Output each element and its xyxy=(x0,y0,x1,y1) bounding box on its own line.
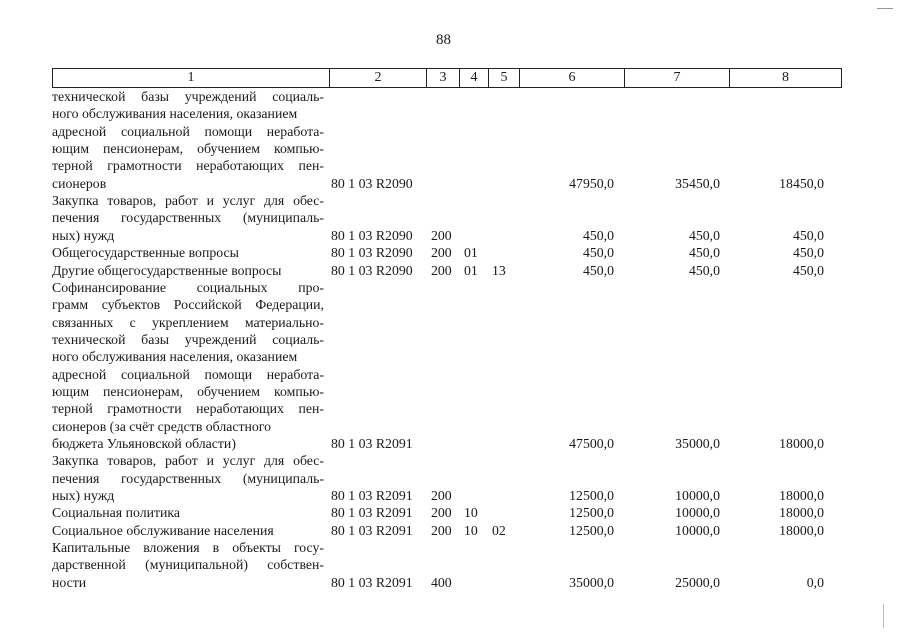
row-value-6: 12500,0 xyxy=(569,522,614,538)
row-kbk: 80 1 03 R2090 xyxy=(331,175,413,191)
row-value-6: 47500,0 xyxy=(569,436,614,451)
edge-mark xyxy=(883,604,884,628)
header-col-7: 7 xyxy=(624,68,730,88)
row-description: ности xyxy=(52,574,87,590)
row-description: сионеров (за счёт средств областного xyxy=(52,418,272,434)
row-description: сионеров xyxy=(52,175,107,191)
row-value-6: 35000,0 xyxy=(569,574,614,590)
row-value-8: 450,0 xyxy=(792,245,824,261)
row-description: ющим пенсионерам, обучением компью- xyxy=(52,141,324,157)
row-pr: 02 xyxy=(492,522,506,538)
header-col-6: 6 xyxy=(519,68,625,88)
corner-mark xyxy=(877,8,893,9)
row-value-8: 18000,0 xyxy=(779,522,824,538)
row-value-8: 18450,0 xyxy=(779,175,824,191)
row-kbk: 80 1 03 R2091 xyxy=(331,436,413,451)
row-kbk: 80 1 03 R2091 xyxy=(331,522,413,538)
row-description: Закупка товаров, работ и услуг для обес- xyxy=(52,193,324,209)
row-kbk: 80 1 03 R2091 xyxy=(331,505,413,521)
row-value-7: 450,0 xyxy=(688,262,720,278)
row-vr: 400 xyxy=(431,574,452,590)
header-col-8: 8 xyxy=(729,68,842,88)
row-value-7: 35000,0 xyxy=(675,436,720,451)
row-rz: 10 xyxy=(464,522,478,538)
row-pr: 13 xyxy=(492,262,506,278)
row-value-6: 450,0 xyxy=(582,227,614,243)
row-description: бюджета Ульяновской области) xyxy=(52,436,236,451)
row-description: ного обслуживания населения, оказанием xyxy=(52,106,298,122)
row-description: Закупка товаров, работ и услуг для обес- xyxy=(52,453,324,469)
row-value-6: 450,0 xyxy=(582,262,614,278)
row-description: дарственной (муниципальной) собствен- xyxy=(52,557,324,573)
row-value-7: 450,0 xyxy=(688,227,720,243)
row-description: Социальное обслуживание населения xyxy=(52,522,274,538)
row-rz: 01 xyxy=(464,262,478,278)
row-description: ного обслуживания населения, оказанием xyxy=(52,349,298,365)
row-description: терной грамотности неработающих пен- xyxy=(52,158,324,174)
row-value-8: 450,0 xyxy=(792,262,824,278)
row-rz: 10 xyxy=(464,505,478,521)
row-kbk: 80 1 03 R2090 xyxy=(331,262,413,278)
header-col-2: 2 xyxy=(329,68,427,88)
row-value-7: 10000,0 xyxy=(675,488,720,504)
row-description: адресной социальной помощи неработа- xyxy=(52,366,324,382)
row-kbk: 80 1 03 R2090 xyxy=(331,245,413,261)
row-description: ных) нужд xyxy=(52,488,115,504)
row-value-6: 47950,0 xyxy=(569,175,614,191)
row-value-6: 12500,0 xyxy=(569,505,614,521)
row-value-7: 450,0 xyxy=(688,245,720,261)
row-description: грамм субъектов Российской Федерации, xyxy=(52,297,324,313)
row-description: Социальная политика xyxy=(52,505,180,521)
row-description: Софинансирование социальных про- xyxy=(52,279,324,295)
row-description: технической базы учреждений социаль- xyxy=(52,331,324,347)
row-value-7: 10000,0 xyxy=(675,505,720,521)
page-number: 88 xyxy=(436,32,451,48)
row-description: ющим пенсионерам, обучением компью- xyxy=(52,383,324,399)
row-vr: 200 xyxy=(431,227,452,243)
header-col-3: 3 xyxy=(426,68,460,88)
row-value-7: 35450,0 xyxy=(675,175,720,191)
row-kbk: 80 1 03 R2090 xyxy=(331,227,413,243)
row-description: печения государственных (муниципаль- xyxy=(52,470,324,486)
row-rz: 01 xyxy=(464,245,478,261)
row-value-8: 18000,0 xyxy=(779,505,824,521)
row-vr: 200 xyxy=(431,522,452,538)
row-kbk: 80 1 03 R2091 xyxy=(331,488,413,504)
row-description: Другие общегосударственные вопросы xyxy=(52,262,282,278)
row-value-6: 12500,0 xyxy=(569,488,614,504)
row-description: печения государственных (муниципаль- xyxy=(52,210,324,226)
row-value-8: 18000,0 xyxy=(779,488,824,504)
row-description: ных) нужд xyxy=(52,227,115,243)
header-col-5: 5 xyxy=(488,68,520,88)
header-col-4: 4 xyxy=(459,68,489,88)
row-value-7: 10000,0 xyxy=(675,522,720,538)
row-vr: 200 xyxy=(431,505,452,521)
row-value-6: 450,0 xyxy=(582,245,614,261)
row-description: адресной социальной помощи неработа- xyxy=(52,123,324,139)
row-value-8: 450,0 xyxy=(792,227,824,243)
row-value-7: 25000,0 xyxy=(675,574,720,590)
header-col-1: 1 xyxy=(52,68,330,88)
row-description: Капитальные вложения в объекты госу- xyxy=(52,540,324,556)
row-kbk: 80 1 03 R2091 xyxy=(331,574,413,590)
row-vr: 200 xyxy=(431,488,452,504)
row-description: Общегосударственные вопросы xyxy=(52,245,239,261)
row-vr: 200 xyxy=(431,245,452,261)
row-description: связанных с укреплением материально- xyxy=(52,314,324,330)
row-description: технической базы учреждений социаль- xyxy=(52,89,324,104)
row-vr: 200 xyxy=(431,262,452,278)
row-value-8: 0,0 xyxy=(806,574,824,590)
row-value-8: 18000,0 xyxy=(779,436,824,451)
row-description: терной грамотности неработающих пен- xyxy=(52,401,324,417)
